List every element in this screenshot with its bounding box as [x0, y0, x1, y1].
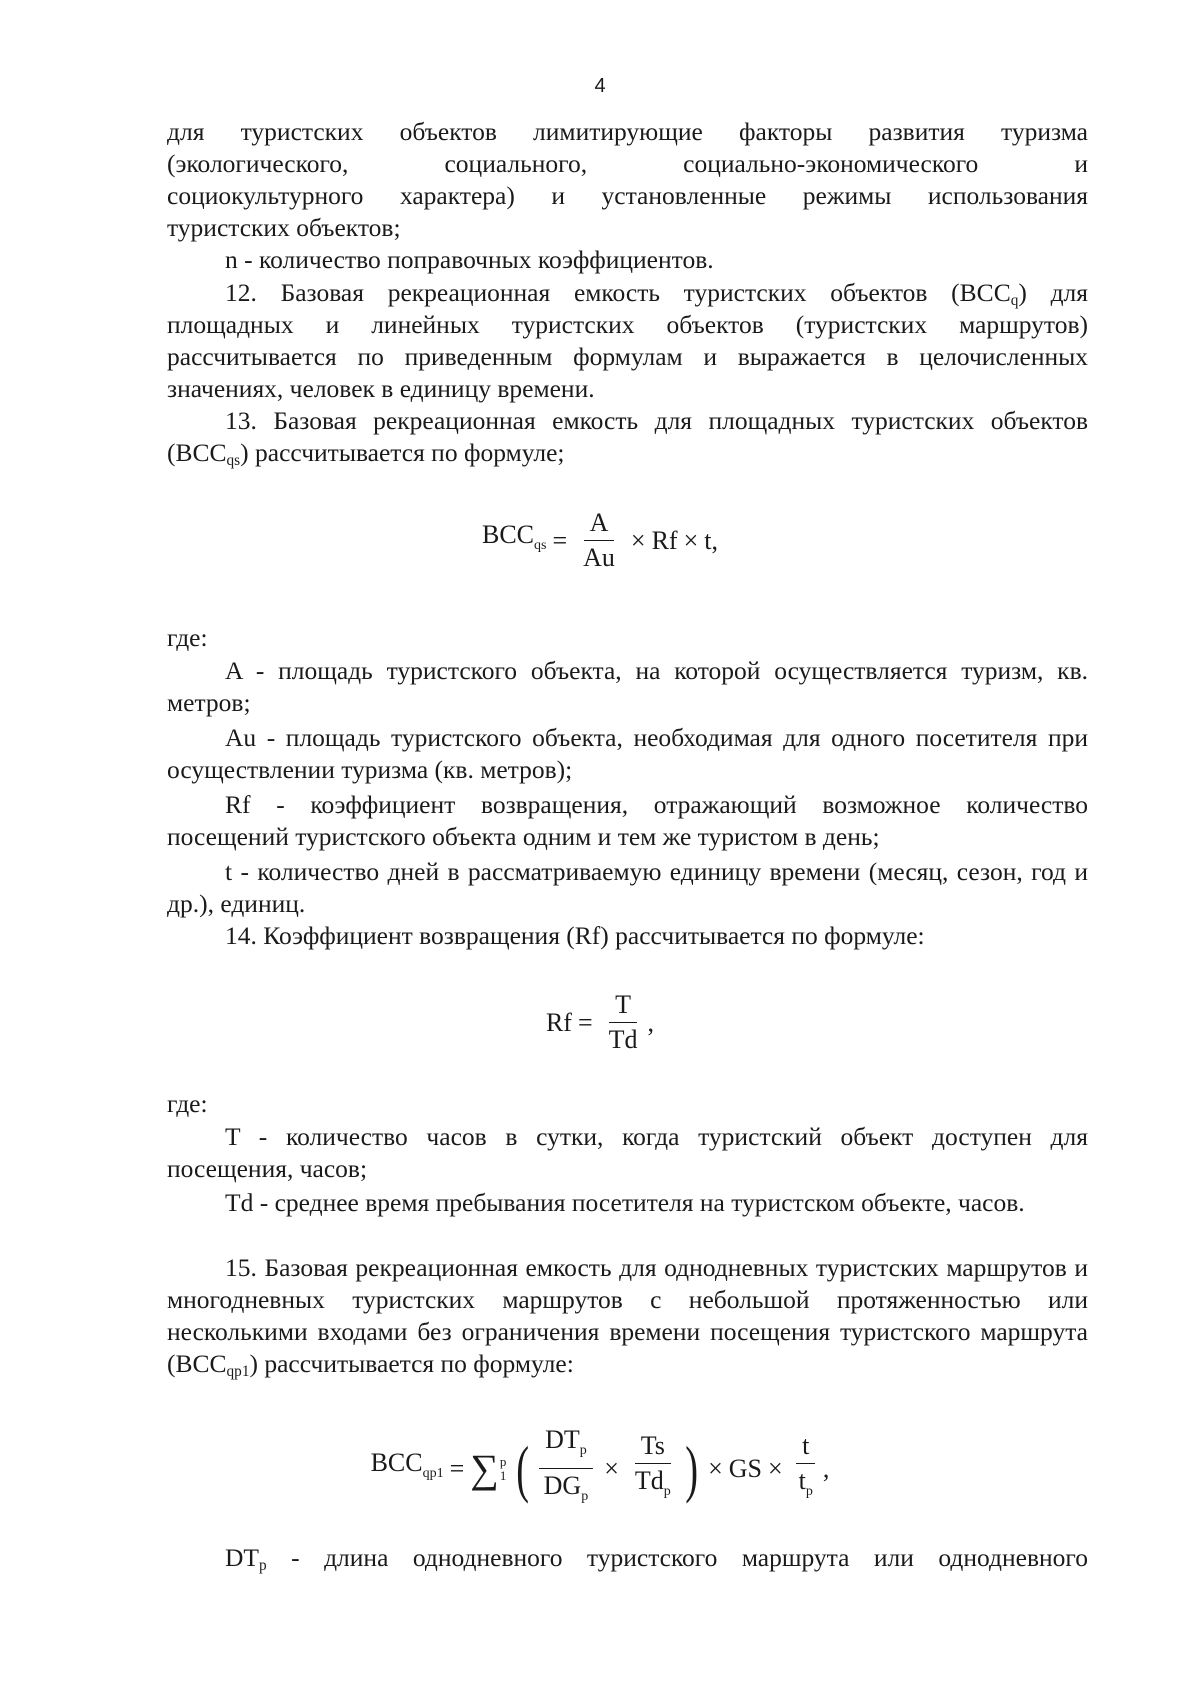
fraction	[793, 1431, 819, 1507]
fraction	[538, 1425, 595, 1512]
formula-bcc-qp1	[0, 1425, 1200, 1512]
text-span: ) рассчитывается по формуле:	[249, 1349, 574, 1378]
times-sign: ×	[767, 1453, 783, 1483]
sum-lower-limit: 1	[499, 1467, 507, 1483]
paragraph-item-12	[167, 277, 1088, 405]
equals-sign: =	[552, 525, 568, 555]
formula-lhs	[371, 1447, 444, 1490]
paragraph-dtp-definition	[167, 1542, 1088, 1574]
fraction	[603, 990, 644, 1055]
formula-symbol: t	[798, 1465, 806, 1495]
text-line: социокультурного характера) и установленные режимы использования	[167, 181, 1088, 210]
equals-sign: =	[577, 1007, 593, 1037]
formula-rf	[0, 990, 1200, 1055]
sum-upper-limit: p	[499, 1453, 507, 1469]
where-label: где:	[167, 623, 208, 652]
numerator	[539, 1425, 593, 1469]
formula-subscript: p	[663, 1483, 671, 1499]
denominator: Au	[583, 543, 615, 572]
formula-symbol: DT	[545, 1425, 580, 1454]
formula-symbol: BCC	[481, 520, 535, 549]
paragraph-a-definition: A - площадь туристского объекта, на которой осуществляется туризм, кв. метров;	[167, 656, 1088, 717]
paragraph-T-definition: T - количество часов в сутки, когда туристский объект доступен для посещения, часов;	[167, 1122, 1088, 1183]
equals-sign: =	[449, 1453, 465, 1483]
text-span: ) для площадных и линейных туристских объектов (туристских маршрутов) рассчитывается по приведенным формулам и выражается в целочисленных значениях, человек в единицу времени.	[167, 278, 1088, 403]
text-span: DT	[225, 1543, 259, 1572]
formula-symbol: Rf	[545, 1007, 572, 1037]
text-span: - длина однодневного туристского маршрута или однодневного	[266, 1543, 1088, 1572]
fraction	[629, 1431, 677, 1507]
page-number: 4	[594, 75, 606, 97]
paragraph-td-definition: Td - среднее время пребывания посетителя на туристском объекте, часов.	[225, 1188, 1025, 1217]
times-sign: ×	[630, 525, 646, 555]
denominator	[629, 1464, 677, 1507]
text-span: 15. Базовая рекреационная емкость для однодневных туристских маршрутов и многодневных туристских маршрутов с небольшой протяженностью или несколькими входами без ограничения времени посещения туристского маршрута (BCC	[167, 1253, 1088, 1378]
formula-subscript: p	[579, 1443, 587, 1458]
paragraph-n-definition: n - количество поправочных коэффициентов.	[225, 245, 714, 274]
formula-subscript: p	[581, 1489, 589, 1504]
formula-subscript: p	[805, 1483, 813, 1499]
subscript: qp1	[226, 1363, 250, 1380]
sum-symbol: ∑	[470, 1445, 499, 1491]
times-sign: ×	[604, 1453, 619, 1483]
formula-symbol: DG	[543, 1471, 582, 1500]
text-line: для туристских объектов лимитирующие факторы развития туризма	[167, 117, 1088, 146]
left-paren: (	[516, 1432, 530, 1504]
formula-lhs	[482, 519, 546, 562]
formula-subscript: qp1	[422, 1466, 444, 1481]
where-label: где:	[167, 1089, 208, 1118]
formula-symbol: Rf	[651, 525, 678, 555]
paragraph-au-definition: Au - площадь туристского объекта, необходимая для одного посетителя при осуществлении туризма (кв. метров);	[167, 723, 1088, 784]
formula-symbol: BCC	[370, 1448, 423, 1477]
denominator: Td	[608, 1025, 638, 1054]
sum-limits	[500, 1455, 507, 1483]
subscript: qs	[226, 452, 241, 469]
numerator: Ts	[635, 1431, 671, 1464]
formula-symbol: t,	[704, 525, 718, 555]
numerator: A	[584, 508, 615, 541]
formula-symbol: Td	[634, 1465, 664, 1495]
times-sign: ×	[683, 525, 699, 555]
text-span: 13. Базовая рекреационная емкость для площадных туристских объектов (BCC	[167, 406, 1088, 467]
paragraph-item-15	[167, 1252, 1088, 1380]
formula-symbol: GS	[728, 1453, 762, 1483]
text-span: 12. Базовая рекреационная емкость туристских объектов (BCC	[225, 278, 1011, 307]
paragraph-t-definition: t - количество дней в рассматриваемую единицу времени (месяц, сезон, год и др.), единиц.	[167, 857, 1088, 918]
text-line: туристских объектов;	[167, 213, 401, 242]
formula-bcc-qs	[0, 508, 1200, 573]
fraction	[577, 508, 621, 573]
numerator: T	[609, 990, 637, 1023]
numerator: t	[796, 1431, 815, 1464]
times-sign: ×	[708, 1453, 723, 1483]
formula-symbol: ,	[647, 1007, 655, 1037]
paragraph-rf-definition: Rf - коэффициент возвращения, отражающий возможное количество посещений туристского объекта одним и тем же туристом в день;	[167, 790, 1088, 851]
paragraph-limiting-factors	[167, 116, 1088, 244]
subscript: p	[259, 1557, 267, 1574]
text-line: (экологического, социального, социально-экономического и	[167, 149, 1088, 178]
paragraph-item-14: 14. Коэффициент возвращения (Rf) рассчитывается по формуле:	[225, 921, 925, 950]
formula-symbol: ,	[822, 1453, 830, 1483]
denominator	[793, 1464, 819, 1507]
text-span: ) рассчитывается по формуле;	[240, 438, 565, 467]
denominator	[538, 1469, 595, 1512]
paragraph-item-13	[167, 405, 1088, 469]
right-paren: )	[685, 1432, 698, 1504]
subscript: q	[1010, 292, 1019, 309]
formula-subscript: qs	[534, 538, 547, 553]
